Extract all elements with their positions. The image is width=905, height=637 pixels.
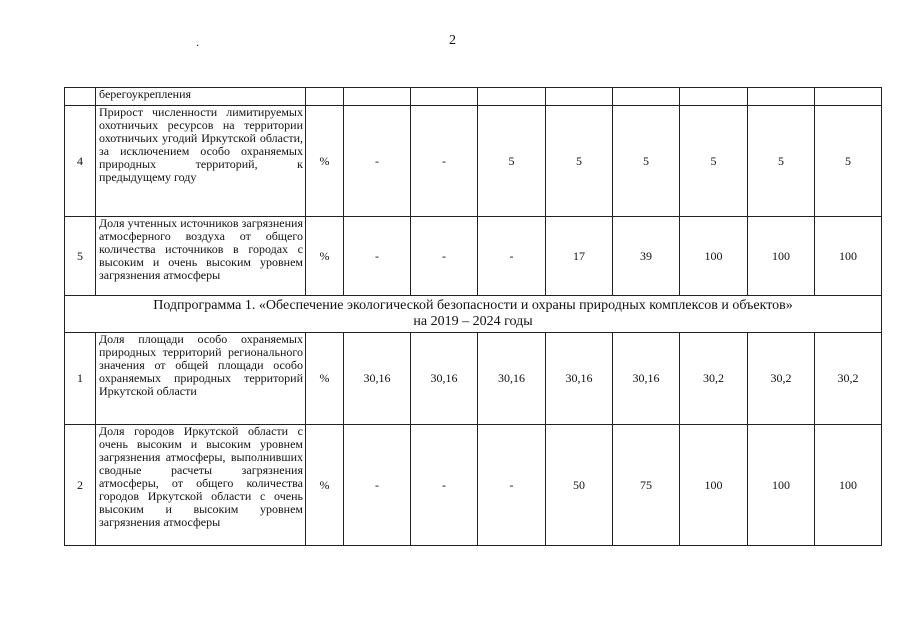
indicator-name-cell: Доля площади особо охраняемых природных территорий регионального значения от общей площади особо охраняемых природных территорий Иркутской области [96,333,306,425]
value-cell [613,88,680,106]
subprogram-heading [65,296,882,333]
value-cell: 100 [748,425,815,546]
value-cell: 5 [748,106,815,217]
value-cell: 50 [546,425,613,546]
value-cell: 39 [613,217,680,296]
indicators-table [64,87,882,546]
value-cell: 75 [613,425,680,546]
value-cell: 30,16 [478,333,546,425]
unit-cell: % [306,425,344,546]
subprogram-period: на 2019 – 2024 годы [413,314,533,329]
table-row [65,88,882,106]
value-cell: 30,2 [815,333,882,425]
unit-cell: % [306,106,344,217]
indicator-name-cell: Доля учтенных источников загрязнения атмосферного воздуха от общего количества источников в городах с высоким и очень высоким уровнем загрязнения атмосферы [96,217,306,296]
value-cell: 5 [613,106,680,217]
row-number-cell: 5 [65,217,96,296]
value-cell: 5 [546,106,613,217]
stray-dot-mark: . [196,35,199,49]
subprogram-title: Подпрограмма 1. «Обеспечение экологической безопасности и охраны природных комплексов и объектов» [153,298,793,313]
value-cell: - [344,217,411,296]
value-cell: 100 [748,217,815,296]
value-cell: 5 [815,106,882,217]
value-cell: 5 [478,106,546,217]
value-cell [478,88,546,106]
rows-before-subprogram [65,88,882,296]
value-cell: 30,16 [546,333,613,425]
value-cell: 100 [680,425,748,546]
value-cell: 100 [815,217,882,296]
value-cell: 5 [680,106,748,217]
value-cell: - [411,106,478,217]
value-cell: 100 [680,217,748,296]
rows-after-subprogram [65,333,882,546]
row-number-cell: 1 [65,333,96,425]
value-cell [411,88,478,106]
indicator-name-cell: берегоукрепления [96,88,306,106]
value-cell [344,88,411,106]
value-cell [815,88,882,106]
value-cell: 30,2 [748,333,815,425]
value-cell: - [344,425,411,546]
value-cell: 30,16 [344,333,411,425]
value-cell [546,88,613,106]
row-number-cell [65,88,96,106]
indicator-name-cell: Прирост численности лимитируемых охотничьих ресурсов на территории охотничьих угодий Иркутской области, за исключением особо охраняемых природных территорий, к предыдущему году [96,106,306,217]
value-cell: 17 [546,217,613,296]
value-cell: - [411,217,478,296]
unit-cell: % [306,333,344,425]
row-number-cell: 4 [65,106,96,217]
table-row [65,333,882,425]
value-cell: 30,16 [411,333,478,425]
unit-cell: % [306,217,344,296]
value-cell [680,88,748,106]
row-number-cell: 2 [65,425,96,546]
value-cell: 30,2 [680,333,748,425]
value-cell [748,88,815,106]
table-row [65,106,882,217]
table-row [65,425,882,546]
indicator-name-cell: Доля городов Иркутской области с очень высоким и высоким уровнем загрязнения атмосферы, выполнивших сводные расчеты загрязнения атмосферы, от общего количества городов Иркутской области с очень высоким и высоким уровнем загрязнения атмосферы [96,425,306,546]
page-number: 2 [449,33,456,48]
unit-cell [306,88,344,106]
subprogram-section [65,296,882,333]
value-cell: - [411,425,478,546]
value-cell: 100 [815,425,882,546]
value-cell: - [478,217,546,296]
value-cell: 30,16 [613,333,680,425]
value-cell: - [344,106,411,217]
table-row [65,217,882,296]
value-cell: - [478,425,546,546]
subprogram-row [65,296,882,333]
